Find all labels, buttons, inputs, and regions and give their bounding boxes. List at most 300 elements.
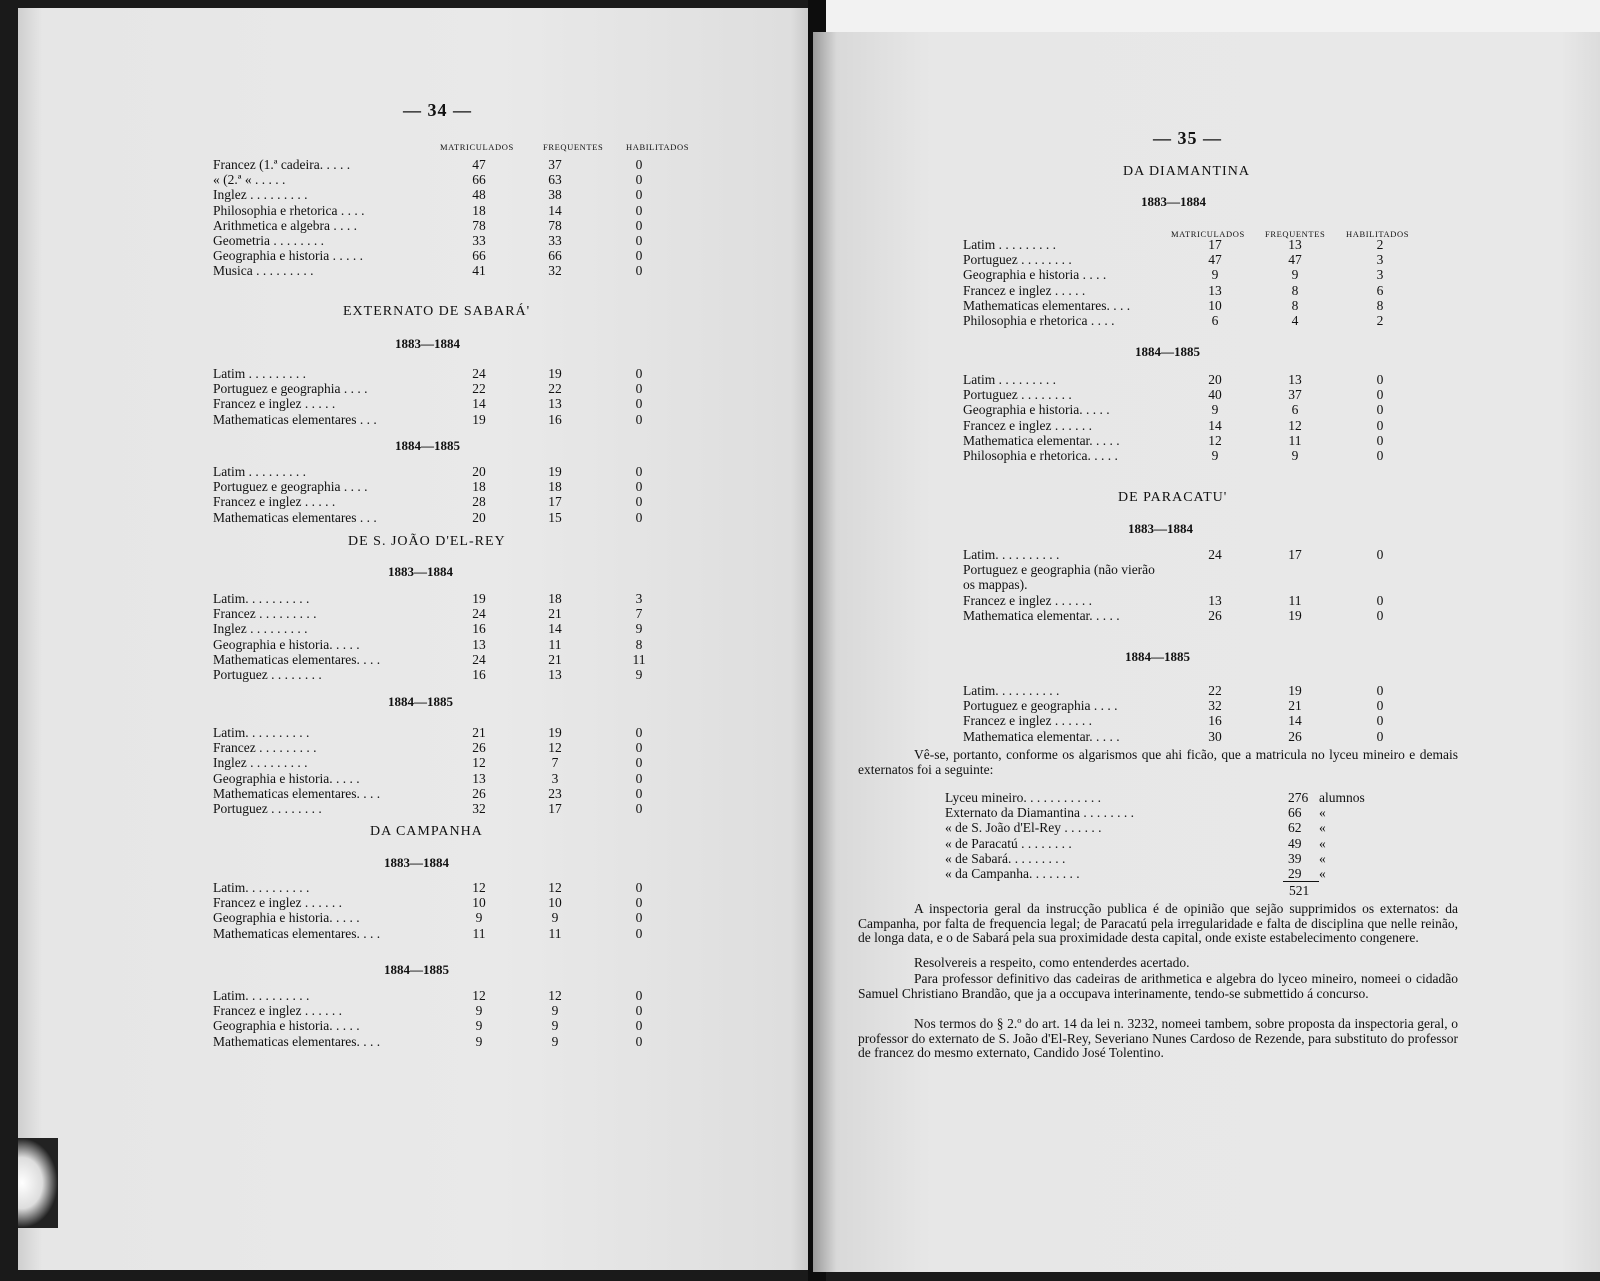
table-row xyxy=(813,298,1600,313)
section-title: DE PARACATU' xyxy=(1118,490,1228,505)
table-row xyxy=(18,801,823,816)
intro-row xyxy=(18,218,823,233)
table-row xyxy=(813,372,1600,387)
habilitados-cell: 0 xyxy=(635,895,643,911)
frequentes-cell: 7 xyxy=(551,755,559,771)
habilitados-cell: 2 xyxy=(1376,313,1384,328)
habilitados-cell: 0 xyxy=(1376,372,1384,387)
matriculados-cell: 13 xyxy=(1208,282,1222,298)
habilitados-cell: 0 xyxy=(635,366,643,381)
frequentes-cell: 12 xyxy=(1288,417,1302,433)
matriculados-cell: 20 xyxy=(472,464,486,479)
summary-value: 39 xyxy=(1288,850,1302,866)
frequentes-cell: 14 xyxy=(548,621,562,637)
habilitados-cell: 0 xyxy=(635,910,643,926)
matriculados-cell: 9 xyxy=(1211,402,1219,418)
intro-row xyxy=(18,187,823,202)
matriculados-cell: 24 xyxy=(472,651,486,667)
year-heading: 1884—1885 xyxy=(395,438,460,453)
table-row xyxy=(18,1003,823,1018)
matriculados-cell: 78 xyxy=(472,217,486,233)
frequentes-cell: 4 xyxy=(1291,313,1299,328)
matriculados-cell: 13 xyxy=(1208,592,1222,608)
summary-row xyxy=(813,866,1600,881)
row-label: Francez . . . . . . . . . xyxy=(213,606,317,622)
summary-value: 62 xyxy=(1288,820,1302,836)
habilitados-cell: 0 xyxy=(1376,417,1384,433)
frequentes-cell: 19 xyxy=(1288,607,1302,623)
year-heading: 1883—1884 xyxy=(1141,194,1206,209)
table-row xyxy=(18,926,823,941)
frequentes-cell: 13 xyxy=(1288,372,1302,387)
habilitados-cell: 0 xyxy=(1376,728,1384,744)
habilitados-cell: 11 xyxy=(632,651,646,667)
frequentes-cell: 63 xyxy=(548,172,562,188)
row-label: Mathematicas elementares. . . . xyxy=(213,651,381,667)
frequentes-cell: 21 xyxy=(548,606,562,622)
row-label: Francez . . . . . . . . . xyxy=(213,740,317,756)
frequentes-cell: 11 xyxy=(1288,432,1302,448)
habilitados-cell: 9 xyxy=(635,621,643,637)
column-header: FREQUENTES xyxy=(1265,229,1326,239)
row-label: Mathematicas elementares. . . . xyxy=(963,297,1131,313)
matriculados-cell: 47 xyxy=(472,157,486,172)
summary-unit: « xyxy=(1319,805,1326,821)
summary-unit: « xyxy=(1319,820,1326,836)
matriculados-cell: 9 xyxy=(475,910,483,926)
frequentes-cell: 9 xyxy=(1291,448,1299,463)
table-row xyxy=(813,608,1600,623)
row-label: Latim. . . . . . . . . . xyxy=(213,880,310,895)
summary-value: 276 xyxy=(1288,790,1309,805)
page-number: — 34 — xyxy=(403,100,472,120)
column-header: MATRICULADOS xyxy=(1171,229,1245,239)
year-heading: 1883—1884 xyxy=(395,336,460,351)
habilitados-cell: 0 xyxy=(635,755,643,771)
matriculados-cell: 20 xyxy=(1208,372,1222,387)
intro-row xyxy=(18,233,823,248)
table-row xyxy=(813,698,1600,713)
matriculados-cell: 13 xyxy=(472,636,486,652)
frequentes-cell: 78 xyxy=(548,217,562,233)
habilitados-cell: 3 xyxy=(1376,252,1384,268)
page-number: — 35 — xyxy=(1153,128,1222,148)
row-label: Inglez . . . . . . . . . xyxy=(213,187,308,203)
table-row xyxy=(813,713,1600,728)
summary-row xyxy=(813,820,1600,835)
row-label: Portuguez . . . . . . . . xyxy=(213,667,322,682)
matriculados-cell: 33 xyxy=(472,233,486,248)
row-label: Francez e inglez . . . . . . xyxy=(963,713,1092,729)
row-label: Portuguez e geographia . . . . xyxy=(213,381,368,397)
table-row xyxy=(18,755,823,770)
frequentes-cell: 13 xyxy=(548,396,562,412)
habilitados-cell: 0 xyxy=(635,770,643,786)
matriculados-cell: 41 xyxy=(472,263,486,279)
frequentes-cell: 12 xyxy=(548,880,562,895)
matriculados-cell: 22 xyxy=(1208,683,1222,698)
habilitados-cell: 0 xyxy=(635,172,643,188)
row-label: Musica . . . . . . . . . xyxy=(213,263,314,279)
matriculados-cell: 32 xyxy=(1208,698,1222,714)
matriculados-cell: 10 xyxy=(472,895,486,911)
frequentes-cell: 21 xyxy=(1288,698,1302,714)
frequentes-cell: 33 xyxy=(548,233,562,248)
row-label: Francez (1.ª cadeira. . . . . xyxy=(213,157,351,172)
row-label: Portuguez e geographia . . . . xyxy=(963,698,1118,714)
frequentes-cell: 18 xyxy=(548,591,562,606)
row-label: Philosophia e rhetorica. . . . . xyxy=(963,448,1118,463)
frequentes-cell: 15 xyxy=(548,509,562,525)
row-label: Inglez . . . . . . . . . xyxy=(213,755,308,771)
table-row xyxy=(18,988,823,1003)
frequentes-cell: 9 xyxy=(551,1018,559,1034)
matriculados-cell: 16 xyxy=(1208,713,1222,729)
habilitados-cell: 0 xyxy=(635,381,643,397)
matriculados-cell: 16 xyxy=(472,667,486,682)
table-row xyxy=(18,667,823,682)
row-label: Portuguez . . . . . . . . xyxy=(963,387,1072,403)
section-title: DA CAMPANHA xyxy=(370,824,483,839)
frequentes-cell: 19 xyxy=(548,725,562,740)
intro-row xyxy=(18,172,823,187)
table-row xyxy=(813,387,1600,402)
frequentes-cell: 10 xyxy=(548,895,562,911)
frequentes-cell: 16 xyxy=(548,411,562,427)
row-label: Mathematica elementar. . . . . xyxy=(963,607,1120,623)
matriculados-cell: 24 xyxy=(1208,547,1222,562)
habilitados-cell: 0 xyxy=(1376,713,1384,729)
row-label: Mathematicas elementares . . . xyxy=(213,411,377,427)
habilitados-cell: 0 xyxy=(635,464,643,479)
table-row xyxy=(18,412,823,427)
table-row xyxy=(18,396,823,411)
habilitados-cell: 0 xyxy=(635,263,643,279)
habilitados-cell: 0 xyxy=(635,187,643,203)
habilitados-cell: 0 xyxy=(635,801,643,816)
frequentes-cell: 32 xyxy=(548,263,562,279)
row-label: Latim . . . . . . . . . xyxy=(213,366,306,381)
habilitados-cell: 0 xyxy=(635,785,643,801)
table-row xyxy=(813,683,1600,698)
column-header: HABILITADOS xyxy=(626,142,690,152)
habilitados-cell: 0 xyxy=(635,1033,643,1049)
table-row xyxy=(18,771,823,786)
frequentes-cell: 19 xyxy=(548,464,562,479)
left-page xyxy=(18,8,823,1270)
binding-clip xyxy=(18,1138,58,1228)
matriculados-cell: 18 xyxy=(472,202,486,218)
habilitados-cell: 0 xyxy=(635,740,643,756)
table-row xyxy=(18,637,823,652)
habilitados-cell: 2 xyxy=(1376,237,1384,252)
frequentes-cell: 13 xyxy=(1288,237,1302,252)
table-row xyxy=(813,267,1600,282)
table-row xyxy=(18,1034,823,1049)
section-title: DA DIAMANTINA xyxy=(1123,164,1250,179)
habilitados-cell: 0 xyxy=(635,988,643,1003)
matriculados-cell: 12 xyxy=(472,988,486,1003)
habilitados-cell: 0 xyxy=(1376,547,1384,562)
table-row xyxy=(813,283,1600,298)
frequentes-cell: 13 xyxy=(548,667,562,682)
row-label: Latim. . . . . . . . . . xyxy=(213,725,310,740)
summary-label: « de S. João d'El-Rey . . . . . . xyxy=(945,820,1102,836)
frequentes-cell: 37 xyxy=(548,157,562,172)
row-label: Latim. . . . . . . . . . xyxy=(963,547,1060,562)
summary-label: Externato da Diamantina . . . . . . . . xyxy=(945,805,1134,821)
frequentes-cell: 22 xyxy=(548,381,562,397)
frequentes-cell: 17 xyxy=(1288,547,1302,562)
year-heading: 1883—1884 xyxy=(1128,521,1193,536)
frequentes-cell: 14 xyxy=(548,202,562,218)
frequentes-cell: 14 xyxy=(1288,713,1302,729)
frequentes-cell: 21 xyxy=(548,651,562,667)
row-label: Portuguez . . . . . . . . xyxy=(213,801,322,816)
frequentes-cell: 18 xyxy=(548,479,562,495)
total-rule xyxy=(1283,881,1319,882)
habilitados-cell: 0 xyxy=(635,1018,643,1034)
row-label: Mathematica elementar. . . . . xyxy=(963,432,1120,448)
matriculados-cell: 32 xyxy=(472,801,486,816)
row-label: Francez e inglez . . . . . xyxy=(213,396,336,412)
habilitados-cell: 8 xyxy=(635,636,643,652)
frequentes-cell: 12 xyxy=(548,740,562,756)
habilitados-cell: 0 xyxy=(1376,432,1384,448)
frequentes-cell: 9 xyxy=(551,1003,559,1019)
frequentes-cell: 11 xyxy=(1288,592,1302,608)
row-label: Mathematicas elementares. . . . xyxy=(213,785,381,801)
table-row xyxy=(813,237,1600,252)
habilitados-cell: 0 xyxy=(635,396,643,412)
table-row xyxy=(18,740,823,755)
row-label: Francez e inglez . . . . . . xyxy=(213,1003,342,1019)
habilitados-cell: 0 xyxy=(635,233,643,248)
intro-row xyxy=(18,157,823,172)
matriculados-cell: 48 xyxy=(472,187,486,203)
row-label: Latim . . . . . . . . . xyxy=(963,372,1056,387)
row-label: Francez e inglez . . . . . xyxy=(213,494,336,510)
table-row xyxy=(18,591,823,606)
row-label: Latim . . . . . . . . . xyxy=(213,464,306,479)
row-label: Geographia e historia . . . . . xyxy=(213,248,363,264)
matriculados-cell: 18 xyxy=(472,479,486,495)
matriculados-cell: 9 xyxy=(475,1018,483,1034)
habilitados-cell: 0 xyxy=(635,248,643,264)
matriculados-cell: 13 xyxy=(472,770,486,786)
frequentes-cell: 38 xyxy=(548,187,562,203)
habilitados-cell: 3 xyxy=(1376,267,1384,283)
frequentes-cell: 9 xyxy=(551,910,559,926)
table-row xyxy=(813,562,1600,577)
body-paragraph: Resolvereis a respeito, como entenderdes acertado. xyxy=(914,955,1190,970)
table-row xyxy=(813,577,1600,592)
habilitados-cell: 0 xyxy=(1376,592,1384,608)
frequentes-cell: 9 xyxy=(551,1033,559,1049)
row-label: Geometria . . . . . . . . xyxy=(213,233,324,248)
table-row xyxy=(18,910,823,925)
row-label: Geographia e historia. . . . . xyxy=(213,1018,360,1034)
table-row xyxy=(18,895,823,910)
habilitados-cell: 0 xyxy=(1376,448,1384,463)
table-row xyxy=(18,366,823,381)
matriculados-cell: 12 xyxy=(1208,432,1222,448)
matriculados-cell: 12 xyxy=(472,755,486,771)
row-label: Geographia e historia. . . . . xyxy=(213,636,360,652)
table-row xyxy=(18,880,823,895)
row-label: Latim. . . . . . . . . . xyxy=(963,683,1060,698)
summary-value: 66 xyxy=(1288,805,1302,821)
table-row xyxy=(18,510,823,525)
summary-unit: alumnos xyxy=(1319,790,1365,805)
page-edge-strip xyxy=(826,0,1600,34)
row-label: Geographia e historia. . . . . xyxy=(213,770,360,786)
frequentes-cell: 66 xyxy=(548,248,562,264)
frequentes-cell: 11 xyxy=(548,925,562,941)
summary-label: « de Sabará. . . . . . . . . xyxy=(945,850,1066,866)
frequentes-cell: 8 xyxy=(1291,282,1299,298)
section-title: DE S. JOÃO D'EL-REY xyxy=(348,534,506,549)
matriculados-cell: 26 xyxy=(472,785,486,801)
body-paragraph: Nos termos do § 2.º do art. 14 da lei n. 3232, nomeei tambem, sobre proposta da inspectoria geral, o professor do externato de S. João d'El-Rey, Severiano Nunes Cardoso de Rezende, para substituto do professor de francez do mesmo externato, Candido José Tolentino. xyxy=(858,1016,1458,1060)
summary-unit: « xyxy=(1319,835,1326,851)
column-header: MATRICULADOS xyxy=(440,142,514,152)
summary-row xyxy=(813,851,1600,866)
row-label: Mathematicas elementares. . . . xyxy=(213,1033,381,1049)
summary-row xyxy=(813,805,1600,820)
intro-row xyxy=(18,248,823,263)
table-row xyxy=(813,433,1600,448)
table-row xyxy=(18,494,823,509)
row-label: Francez e inglez . . . . . . xyxy=(963,417,1092,433)
frequentes-cell: 47 xyxy=(1288,252,1302,268)
matriculados-cell: 14 xyxy=(1208,417,1222,433)
matriculados-cell: 47 xyxy=(1208,252,1222,268)
table-row xyxy=(18,606,823,621)
year-heading: 1884—1885 xyxy=(384,962,449,977)
frequentes-cell: 23 xyxy=(548,785,562,801)
matriculados-cell: 28 xyxy=(472,494,486,510)
row-label: Geographia e historia. . . . . xyxy=(963,402,1110,418)
table-row xyxy=(18,1018,823,1033)
summary-unit: « xyxy=(1319,866,1326,881)
year-heading: 1884—1885 xyxy=(1135,344,1200,359)
habilitados-cell: 0 xyxy=(635,411,643,427)
column-header: FREQUENTES xyxy=(543,142,604,152)
matriculados-cell: 6 xyxy=(1211,313,1219,328)
matriculados-cell: 24 xyxy=(472,606,486,622)
habilitados-cell: 0 xyxy=(635,725,643,740)
frequentes-cell: 37 xyxy=(1288,387,1302,403)
habilitados-cell: 3 xyxy=(635,591,643,606)
row-label: Geographia e historia. . . . . xyxy=(213,910,360,926)
matriculados-cell: 17 xyxy=(1208,237,1222,252)
row-label: Philosophia e rhetorica . . . . xyxy=(963,313,1115,328)
row-label: Philosophia e rhetorica . . . . xyxy=(213,202,365,218)
frequentes-cell: 11 xyxy=(548,636,562,652)
matriculados-cell: 40 xyxy=(1208,387,1222,403)
row-label: Inglez . . . . . . . . . xyxy=(213,621,308,637)
habilitados-cell: 0 xyxy=(635,202,643,218)
row-label: Geographia e historia . . . . xyxy=(963,267,1107,283)
intro-row xyxy=(18,203,823,218)
table-row xyxy=(813,313,1600,328)
habilitados-cell: 9 xyxy=(635,667,643,682)
matriculados-cell: 19 xyxy=(472,591,486,606)
habilitados-cell: 0 xyxy=(1376,387,1384,403)
frequentes-cell: 6 xyxy=(1291,402,1299,418)
body-paragraph: Para professor definitivo das cadeiras de arithmetica e algebra do lyceo mineiro, nomeei o cidadão Samuel Christiano Brandão, que ja a occupava interinamente, tendo-se submettido á concurso. xyxy=(858,971,1458,1001)
table-row xyxy=(813,448,1600,463)
frequentes-cell: 8 xyxy=(1291,297,1299,313)
matriculados-cell: 26 xyxy=(472,740,486,756)
row-label: Francez e inglez . . . . . . xyxy=(213,895,342,911)
frequentes-cell: 19 xyxy=(548,366,562,381)
habilitados-cell: 0 xyxy=(635,157,643,172)
habilitados-cell: 0 xyxy=(1376,683,1384,698)
year-heading: 1883—1884 xyxy=(384,855,449,870)
frequentes-cell: 12 xyxy=(548,988,562,1003)
frequentes-cell: 17 xyxy=(548,801,562,816)
summary-label: « da Campanha. . . . . . . . xyxy=(945,866,1080,881)
table-row xyxy=(18,621,823,636)
right-page xyxy=(813,32,1600,1272)
row-label: Mathematica elementar. . . . . xyxy=(963,728,1120,744)
frequentes-cell: 26 xyxy=(1288,728,1302,744)
matriculados-cell: 30 xyxy=(1208,728,1222,744)
matriculados-cell: 9 xyxy=(1211,267,1219,283)
matriculados-cell: 21 xyxy=(472,725,486,740)
summary-label: « de Paracatú . . . . . . . . xyxy=(945,835,1072,851)
row-label: Portuguez e geographia (não vierão xyxy=(963,562,1155,578)
row-label: Portuguez e geographia . . . . xyxy=(213,479,368,495)
habilitados-cell: 0 xyxy=(1376,402,1384,418)
year-heading: 1883—1884 xyxy=(388,564,453,579)
row-label: Francez e inglez . . . . . xyxy=(963,282,1086,298)
table-row xyxy=(18,381,823,396)
summary-row xyxy=(813,836,1600,851)
frequentes-cell: 17 xyxy=(548,494,562,510)
table-row xyxy=(813,593,1600,608)
section-title: EXTERNATO DE SABARÁ' xyxy=(343,304,531,319)
matriculados-cell: 10 xyxy=(1208,297,1222,313)
row-label: Latim. . . . . . . . . . xyxy=(213,988,310,1003)
table-row xyxy=(813,729,1600,744)
matriculados-cell: 16 xyxy=(472,621,486,637)
summary-label: Lyceu mineiro. . . . . . . . . . . . xyxy=(945,790,1101,805)
matriculados-cell: 9 xyxy=(1211,448,1219,463)
habilitados-cell: 8 xyxy=(1376,297,1384,313)
summary-value: 29 xyxy=(1288,866,1302,881)
summary-total: 521 xyxy=(1289,883,1310,898)
habilitados-cell: 6 xyxy=(1376,282,1384,298)
intro-row xyxy=(18,263,823,278)
habilitados-cell: 0 xyxy=(635,509,643,525)
matriculados-cell: 14 xyxy=(472,396,486,412)
row-label: os mappas). xyxy=(963,577,1028,593)
table-row xyxy=(18,786,823,801)
row-label: Arithmetica e algebra . . . . xyxy=(213,217,357,233)
row-label: Portuguez . . . . . . . . xyxy=(963,252,1072,268)
year-heading: 1884—1885 xyxy=(388,694,453,709)
table-row xyxy=(18,464,823,479)
row-label: « (2.ª « . . . . . xyxy=(213,172,286,188)
frequentes-cell: 9 xyxy=(1291,267,1299,283)
habilitados-cell: 0 xyxy=(1376,607,1384,623)
habilitados-cell: 0 xyxy=(635,925,643,941)
matriculados-cell: 11 xyxy=(472,925,486,941)
table-row xyxy=(813,252,1600,267)
